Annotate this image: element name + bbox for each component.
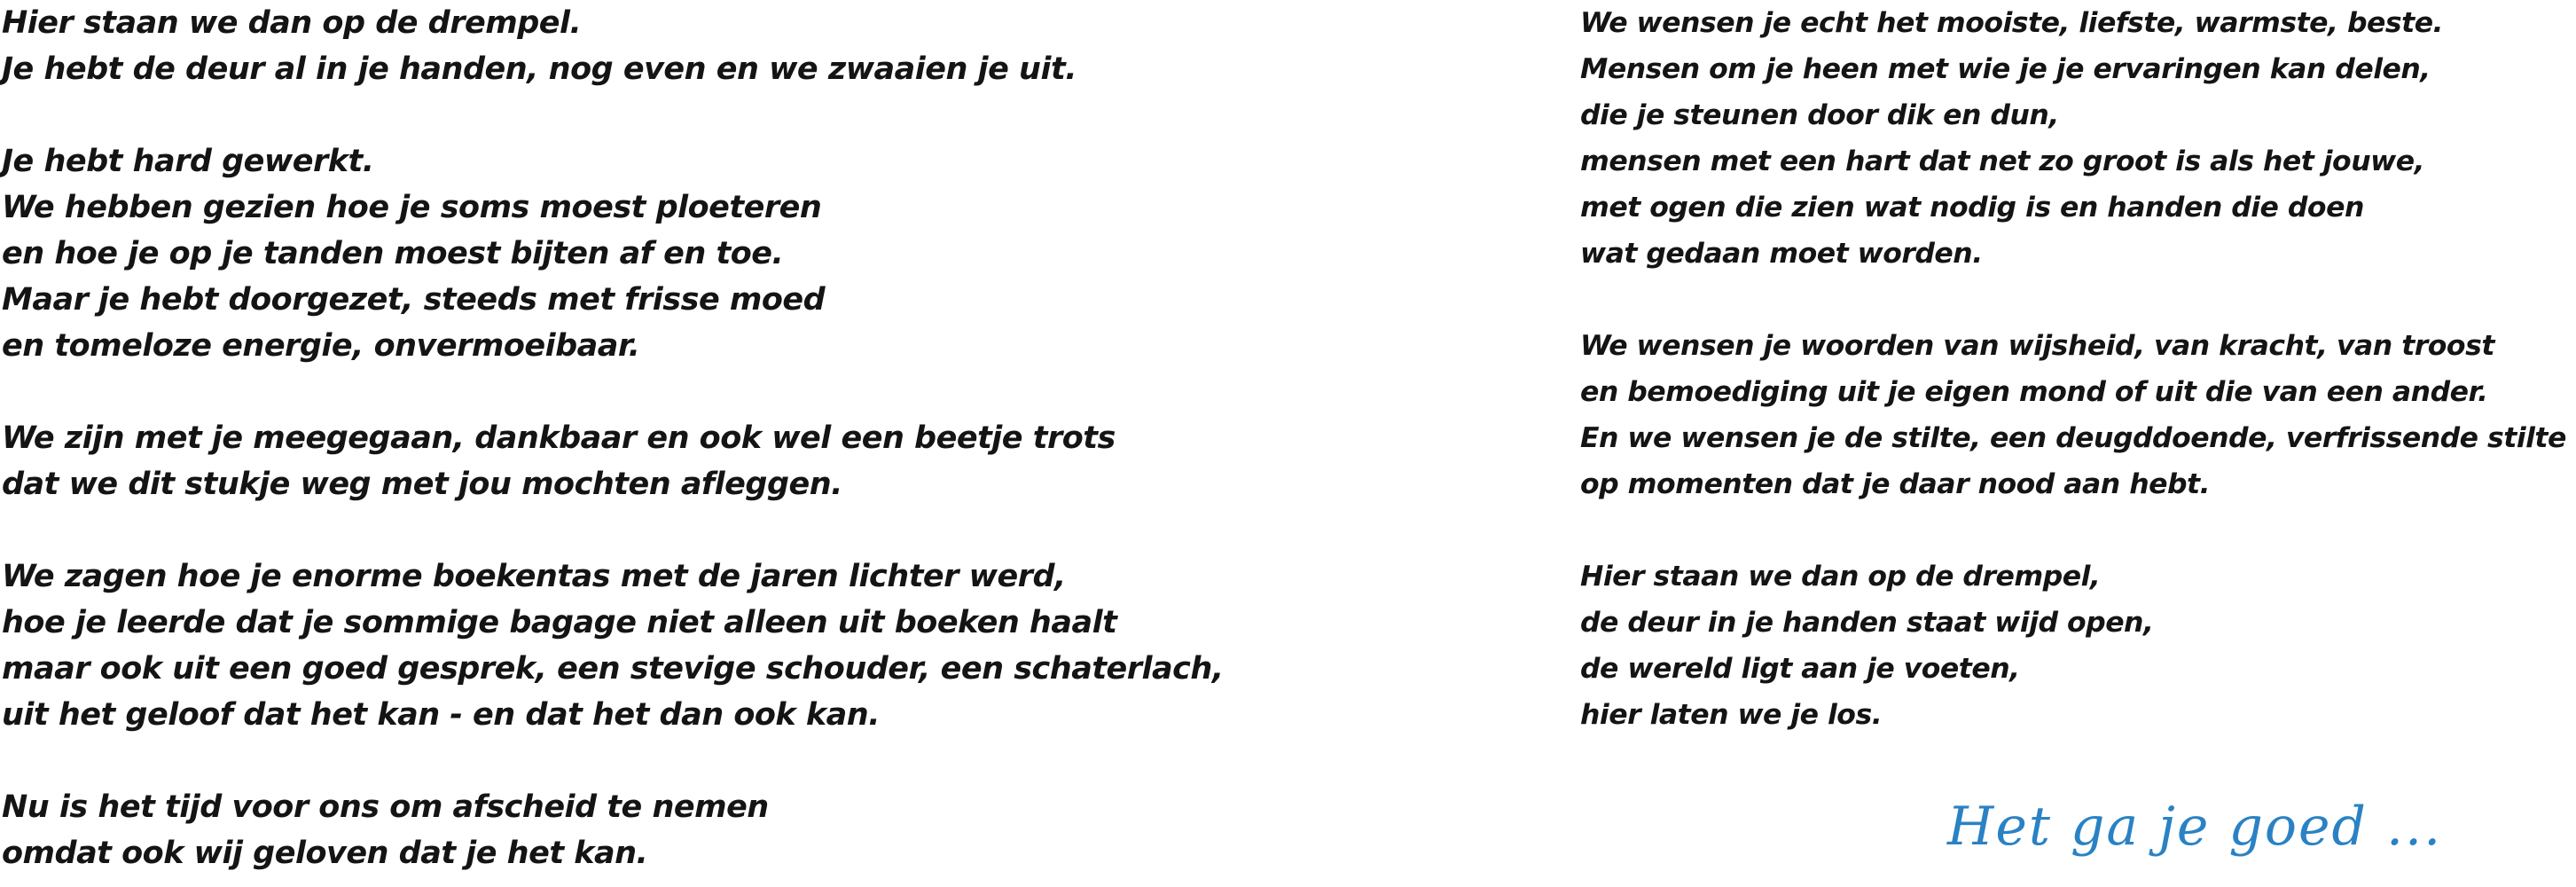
poem-line: dat we dit stukje weg met jou mochten afleggen. [2,467,842,502]
poem-stanza [1580,553,2573,738]
poem-line: die je steunen door dik en dun, [1580,99,2059,131]
poem-line: en hoe je op je tanden moest bijten af en toe. [2,236,784,271]
poem-line: We zijn met je meegegaan, dankbaar en ook wel een beetje trots [2,420,1116,456]
poem-stanza [2,415,1243,507]
poem-line: wat gedaan moet worden. [1580,238,1983,270]
poem-line: mensen met een hart dat net zo groot is als het jouwe, [1580,145,2425,177]
poem-stanza [2,138,1243,369]
poem-line: Maar je hebt doorgezet, steeds met frisse moed [2,282,826,318]
poem-line: hier laten we je los. [1580,699,1883,731]
poem-line: met ogen die zien wat nodig is en handen die doen [1580,192,2364,224]
poem-line: We wensen je echt het mooiste, liefste, warmste, beste. [1580,7,2444,39]
poem-line: We wensen je woorden van wijsheid, van kracht, van troost [1580,330,2494,362]
poem-stanza [1580,0,2573,277]
poem-line: de deur in je handen staat wijd open, [1580,607,2154,639]
poem-line: We zagen hoe je enorme boekentas met de jaren lichter werd, [2,559,1066,594]
poem-line: de wereld ligt aan je voeten, [1580,653,2020,685]
poem-left-column [2,0,1243,876]
poem-stanza [2,553,1243,738]
poem-line: maar ook uit een goed gesprek, een stevige schouder, een schaterlach, [2,651,1224,687]
poem-line: We hebben gezien hoe je soms moest ploeteren [2,190,822,225]
poem-line: omdat ook wij geloven dat je het kan. [2,836,648,871]
poem-line: Nu is het tijd voor ons om afscheid te nemen [2,789,769,825]
poem-line: en tomeloze energie, onvermoeibaar. [2,328,640,364]
poem-line: Hier staan we dan op de drempel. [2,5,582,41]
poem-line: uit het geloof dat het kan - en dat het dan ook kan. [2,697,880,733]
signature-text: Het ga je goed ... [1947,796,2443,858]
poem-line: Mensen om je heen met wie je je ervaringen kan delen, [1580,53,2431,85]
poem-line: Je hebt hard gewerkt. [2,144,374,179]
poem-stanza [1580,323,2573,507]
poem-stanza [2,784,1243,876]
poem-line: Hier staan we dan op de drempel, [1580,561,2101,593]
poem-line: hoe je leerde dat je sommige bagage niet alleen uit boeken haalt [2,605,1117,640]
poem-right-column [1580,0,2573,738]
poem-line: op momenten dat je daar nood aan hebt. [1580,468,2211,500]
poem-line: En we wensen je de stilte, een deugddoende, verfrissende stilte [1580,422,2566,454]
poem-line: Je hebt de deur al in je handen, nog even en we zwaaien je uit. [2,51,1077,87]
poem-line: en bemoediging uit je eigen mond of uit die van een ander. [1580,376,2488,408]
poem-stanza [2,0,1243,92]
